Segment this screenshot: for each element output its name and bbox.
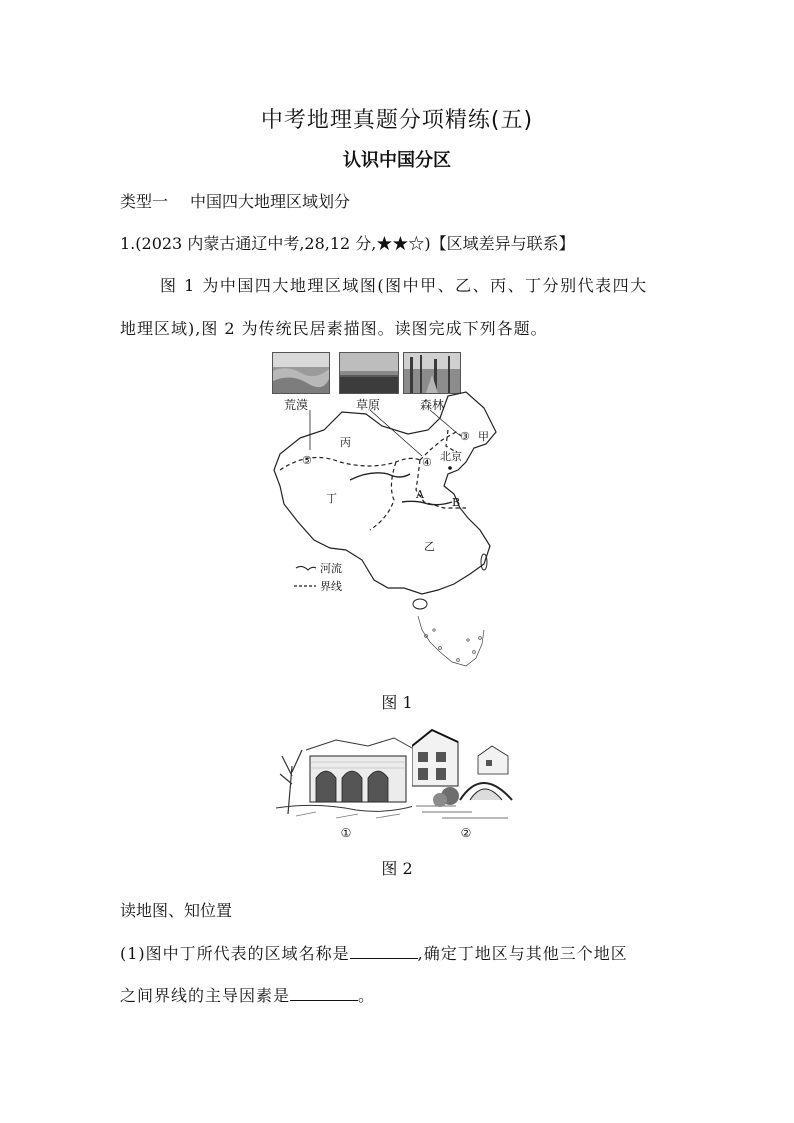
desert-photo xyxy=(272,352,330,394)
type-heading xyxy=(120,189,350,212)
yellow-river xyxy=(350,473,410,480)
sketch-label-2: ② xyxy=(460,826,472,840)
photo-label-grassland: 草原 xyxy=(356,398,381,412)
q1-text-part2: ,确定丁地区与其他三个地区 xyxy=(417,944,628,963)
legend-boundary-label: 界线 xyxy=(320,580,342,593)
legend-river-symbol xyxy=(296,566,316,570)
page-title: 中考地理真题分项精练(五) xyxy=(260,108,534,133)
photo-label-desert: 荒漠 xyxy=(284,398,309,412)
beijing-dot xyxy=(448,466,452,470)
question-1-line-1 xyxy=(120,941,628,964)
marker-3: ③ xyxy=(460,430,470,443)
boundary-ding-north xyxy=(280,458,420,471)
cave-dwelling-sketch xyxy=(276,726,414,822)
forest-photo xyxy=(403,352,461,394)
figure-1 xyxy=(270,350,500,680)
point-label-b: B xyxy=(452,496,461,509)
marker-5: ⑤ xyxy=(302,454,312,467)
taiwan-island xyxy=(481,554,487,570)
forest-pointer-line xyxy=(430,410,458,434)
question-head: 1.(2023 内蒙古通辽中考,28,12 分,★★☆)【区域差异与联系】 xyxy=(120,234,575,253)
figure-2 xyxy=(276,726,520,846)
question-paragraph-line-1: 图 1 为中国四大地理区域图(图中甲、乙、丙、丁分别代表四大 xyxy=(160,276,648,295)
question-paragraph-line-2: 地理区域),图 2 为传统民居素描图。读图完成下列各题。 xyxy=(120,319,548,338)
huai-river xyxy=(402,501,452,504)
q1-text-part4: 。 xyxy=(358,986,376,1005)
question-1-line-2 xyxy=(120,983,375,1006)
answer-blank-region-name[interactable] xyxy=(350,944,418,959)
grassland-photo xyxy=(339,352,399,394)
region-label-bing: 丙 xyxy=(340,436,351,449)
legend-river-label: 河流 xyxy=(320,562,342,575)
marker-4: ④ xyxy=(422,456,432,469)
point-label-a: A xyxy=(416,488,424,501)
region-label-jia: 甲 xyxy=(478,430,489,443)
figure-2-caption: 图 2 xyxy=(381,859,413,878)
water-town-sketch xyxy=(412,726,520,822)
china-regions-map xyxy=(270,390,500,680)
answer-blank-dominant-factor[interactable] xyxy=(290,986,358,1001)
q1-text-part3: 之间界线的主导因素是 xyxy=(120,986,291,1005)
section-label: 读地图、知位置 xyxy=(120,901,233,920)
boundary-ding-east xyxy=(370,462,396,530)
figure-1-caption: 图 1 xyxy=(381,693,413,712)
type-heading-label: 类型一 xyxy=(120,192,169,211)
region-label-yi: 乙 xyxy=(424,540,435,553)
south-sea-islands xyxy=(418,616,484,666)
q1-text-part1: (1)图中丁所代表的区域名称是 xyxy=(120,944,350,963)
type-heading-text: 中国四大地理区域划分 xyxy=(190,192,351,211)
page-subtitle: 认识中国分区 xyxy=(343,150,451,171)
photo-label-forest: 森林 xyxy=(420,398,445,412)
point-label-beijing: 北京 xyxy=(440,450,462,463)
china-outline xyxy=(274,392,496,594)
region-label-ding: 丁 xyxy=(326,492,337,505)
sketch-label-1: ① xyxy=(340,826,352,840)
hainan-island xyxy=(413,599,427,609)
